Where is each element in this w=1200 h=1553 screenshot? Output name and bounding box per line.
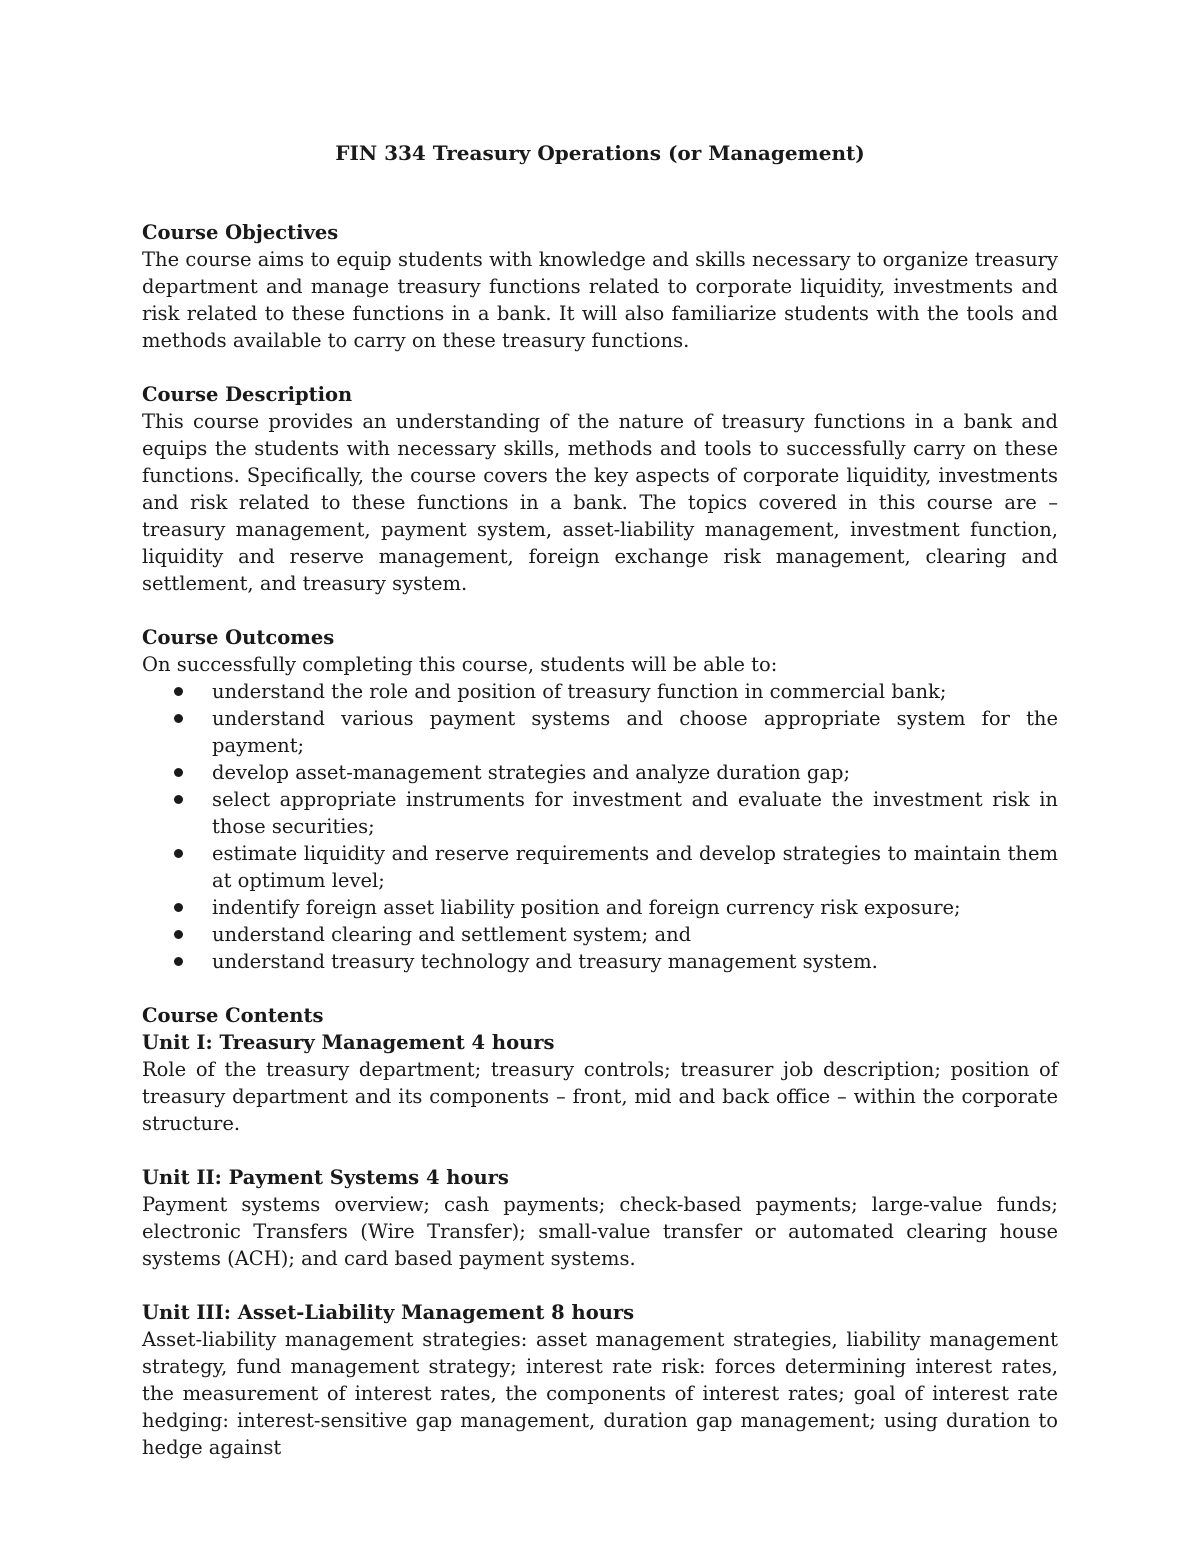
- objectives-section: [142, 219, 1058, 354]
- list-item: [142, 705, 1058, 759]
- contents-section-unit-1: [142, 1002, 1058, 1137]
- objectives-text: The course aims to equip students with knowledge and skills necessary to organize treasury department and manage treasury functions related to corporate liquidity, investments and risk related to these functions in a bank. It will also familiarize students with the tools and methods available to carry on these treasury functions.: [142, 248, 1058, 352]
- unit-2-title: Unit II: Payment Systems 4 hours: [142, 1166, 509, 1189]
- contents-section-unit-2: [142, 1164, 1058, 1272]
- description-section: [142, 381, 1058, 597]
- list-item: [142, 840, 1058, 894]
- list-item: [142, 678, 1058, 705]
- bullet-icon: [174, 795, 183, 804]
- contents-section-unit-3: [142, 1299, 1058, 1461]
- description-heading: Course Description: [142, 383, 353, 406]
- document-title: FIN 334 Treasury Operations (or Management): [335, 141, 865, 165]
- outcome-text: select appropriate instruments for investment and evaluate the investment risk in those securities;: [212, 788, 1058, 838]
- outcomes-heading: Course Outcomes: [142, 626, 335, 649]
- unit-1-text: Role of the treasury department; treasury controls; treasurer job description; position of treasury department and its components – front, mid and back office – within the corporate structure.: [142, 1058, 1058, 1135]
- bullet-icon: [174, 768, 183, 777]
- document-page: [142, 140, 1058, 1488]
- outcome-text: indentify foreign asset liability position and foreign currency risk exposure;: [212, 896, 961, 919]
- unit-3-text: Asset-liability management strategies: asset management strategies, liability management strategy, fund management strategy; interest rate risk: forces determining interest rates, the measurement of interest rates, the components of interest rates; goal of interest rate hedging: interest-sensitive gap management, duration gap management; using duration to hedge against: [142, 1328, 1058, 1459]
- list-item: [142, 948, 1058, 975]
- bullet-icon: [174, 957, 183, 966]
- bullet-icon: [174, 930, 183, 939]
- description-text: This course provides an understanding of the nature of treasury functions in a bank and equips the students with necessary skills, methods and tools to successfully carry on these functions. Specifically, the course covers the key aspects of corporate liquidity, investments and risk related to these functions in a bank. The topics covered in this course are – treasury management, payment system, asset-liability management, investment function, liquidity and reserve management, foreign exchange risk management, clearing and settlement, and treasury system.: [142, 410, 1058, 595]
- outcome-text: develop asset-management strategies and analyze duration gap;: [212, 761, 851, 784]
- outcomes-list: [142, 678, 1058, 975]
- outcome-text: understand the role and position of treasury function in commercial bank;: [212, 680, 947, 703]
- objectives-heading: Course Objectives: [142, 221, 339, 244]
- bullet-icon: [174, 714, 183, 723]
- outcome-text: understand treasury technology and treasury management system.: [212, 950, 878, 973]
- list-item: [142, 894, 1058, 921]
- list-item: [142, 759, 1058, 786]
- contents-heading: Course Contents: [142, 1004, 324, 1027]
- unit-1-title: Unit I: Treasury Management 4 hours: [142, 1031, 555, 1054]
- unit-3-title: Unit III: Asset-Liability Management 8 hours: [142, 1301, 635, 1324]
- outcome-text: estimate liquidity and reserve requirements and develop strategies to maintain them at optimum level;: [212, 842, 1058, 892]
- list-item: [142, 786, 1058, 840]
- unit-2-text: Payment systems overview; cash payments; check-based payments; large-value funds; electronic Transfers (Wire Transfer); small-value transfer or automated clearing house systems (ACH); and card based payment systems.: [142, 1193, 1058, 1270]
- outcome-text: understand various payment systems and choose appropriate system for the payment;: [212, 707, 1058, 757]
- list-item: [142, 921, 1058, 948]
- outcomes-intro: On successfully completing this course, students will be able to:: [142, 653, 778, 676]
- bullet-icon: [174, 849, 183, 858]
- outcome-text: understand clearing and settlement system; and: [212, 923, 692, 946]
- outcomes-section: [142, 624, 1058, 975]
- bullet-icon: [174, 687, 183, 696]
- bullet-icon: [174, 903, 183, 912]
